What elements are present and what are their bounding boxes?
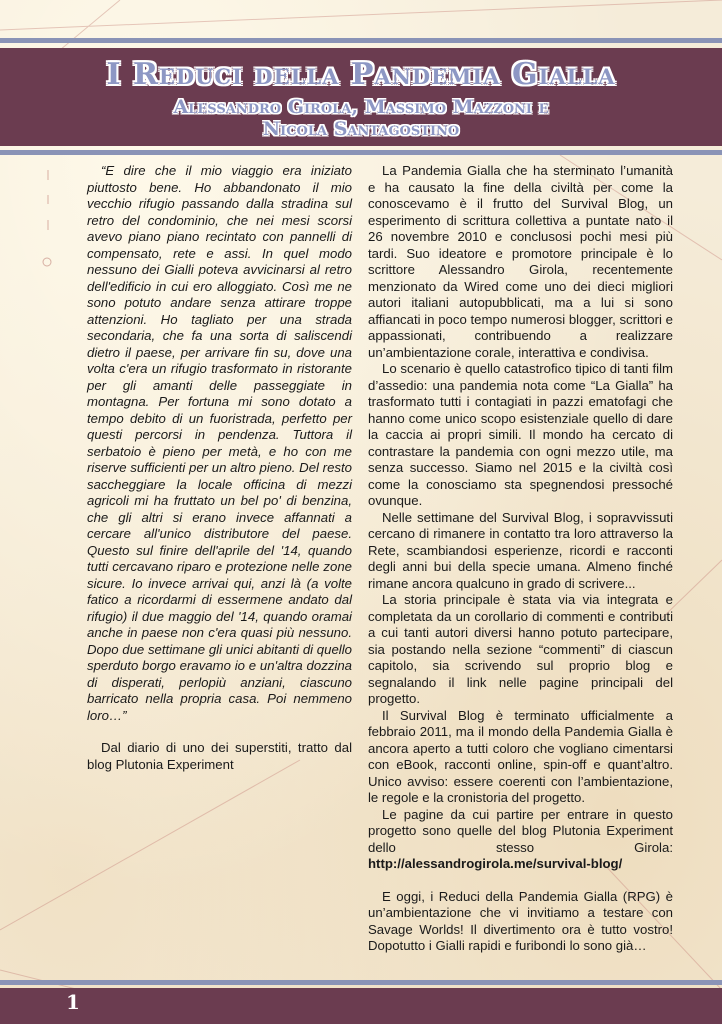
page-number: 1 — [66, 990, 80, 1014]
diary-quote: “E dire che il mio viaggio era iniziato piuttosto bene. Ho abbandonato il mio vecchio rifugio passando dalla stradina sul retro del condominio, che nei mesi scorsi avevo piano piano recintato con pannelli di compensato, rete e assi. In quel modo nessuno dei Gialli poteva avvicinarsi al retro dell'edificio in cui ero alloggiato. Così me ne sono potuto andare senza attirare troppe attenzioni. Ho tagliato per una strada secondaria, che fa una sorta di saliscendi dietro il paese, per arrivare fin su, dove una volta c'era un rifugio trasformato in ristorante per gli amanti delle passeggiate in montagna. Per fortuna mi sono dotato a tempo debito di un fuoristrada, perfetto per questi percorsi in pendenza. Tuttora il serbatoio è pieno per metà, e ho con me riserve sufficienti per un altro pieno. Del resto saccheggiare la locale officina di mezzi agricoli mi ha fruttato un bel po' di benzina, che gli altri si erano invece affannati a cercare all'unico distributore del paese. Questo sul finire dell'aprile del '14, quando tutti cercavano riparo e protezione nelle zone sicure. Io invece arrivai qui, anzi là (a volte fatico a ricordarmi di essermene andato dal rifugio) il due maggio del '14, quando oramai anche in paese non c'era quasi più nessuno. Dopo due settimane gli unici abitanti di quello sperduto borgo eravamo io e un'altra dozzina di disperati, perlopiù anziani, ciascuno barricato nella propria casa. Poi nemmeno loro…” — [87, 163, 352, 723]
paragraph-links — [368, 807, 673, 873]
footer-top-rule — [0, 980, 722, 985]
left-column — [87, 163, 352, 773]
top-rule — [0, 38, 722, 43]
paragraph-survival-blog: Nelle settimane del Survival Blog, i sopravvissuti cercano di rimanere in contatto tra loro attraverso la Rete, scambiandosi esperienze, ricordi e racconti degli anni bui della specie umana. Almeno finché rimane ancora qualcuno in grado di scrivere... — [368, 509, 673, 591]
article-authors — [0, 96, 722, 140]
header-bottom-rule — [0, 150, 722, 155]
quote-source: Dal diario di uno dei superstiti, tratto dal blog Plutonia Experiment — [87, 740, 352, 772]
blog-link[interactable]: http://alessandrogirola.me/survival-blog/ — [368, 856, 623, 871]
article-title: I Reduci della Pandemia Gialla — [106, 57, 616, 92]
footer-band — [0, 988, 722, 1024]
paragraph-story: La storia principale è stata via via integrata e completata da un corollario di commenti e contributi a cui tanti autori diversi hanno potuto partecipare, sia postando nella sezione “commenti” di ciascun capitolo, sia scrivendo sul proprio blog e segnalando il link nelle pagine principali del progetto. — [368, 592, 673, 706]
paragraph-closing: E oggi, i Reduci della Pandemia Gialla (RPG) è un’ambientazione che vi invitiamo a testare con Savage Worlds! Il divertimento ora è tutto vostro! Dopotutto i Gialli rapidi e furibondi lo sono già… — [368, 888, 673, 953]
paragraph-ending: Il Survival Blog è terminato ufficialmente a febbraio 2011, ma il mondo della Pandemia Gialla è ancora aperto a tutti coloro che vogliano cimentarsi con eBook, racconti online, spin-off e quant’altro. Unico avviso: essere coerenti con l’ambientazione, le regole e la cronistoria del progetto. — [368, 707, 673, 805]
right-column — [368, 163, 673, 955]
authors-line-2: Nicola Santagostino — [262, 118, 460, 140]
authors-line-1: Alessandro Girola, Massimo Mazzoni e — [173, 96, 549, 118]
paragraph-intro: La Pandemia Gialla che ha sterminato l’umanità e ha causato la fine della civiltà per come la conoscevamo è il frutto del Survival Blog, un esperimento di scrittura collettiva a puntate nato il 26 novembre 2010 e conclusosi pochi mesi più tardi. Suo ideatore e promotore principale è lo scrittore Alessandro Girola, recentemente menzionato da Wired come uno dei dieci migliori autori italiani autopubblicati, ma a lui si sono affiancati in poco tempo numerosi blogger, scrittori e appassionati, contribuendo a realizzare un’ambientazione corale, interattiva e condivisa. — [368, 163, 673, 360]
paragraph-scenario: Lo scenario è quello catastrofico tipico di tanti film d’assedio: una pandemia nota come “La Gialla” ha trasformato tutti i contagiati in pazzi ematofagi che hanno come unico scopo esistenziale quello di dare la caccia ai propri simili. Il mondo ha cercato di contrastare la pandemia con ogni mezzo utile, ma senza successo. Siamo nel 2015 e la civiltà così come la conosciamo sta spegnendosi pressoché ovunque. — [368, 361, 673, 508]
links-text: Le pagine da cui partire per entrare in questo progetto sono quelle del blog Plutonia Experiment dello stesso Girola: — [368, 806, 673, 855]
